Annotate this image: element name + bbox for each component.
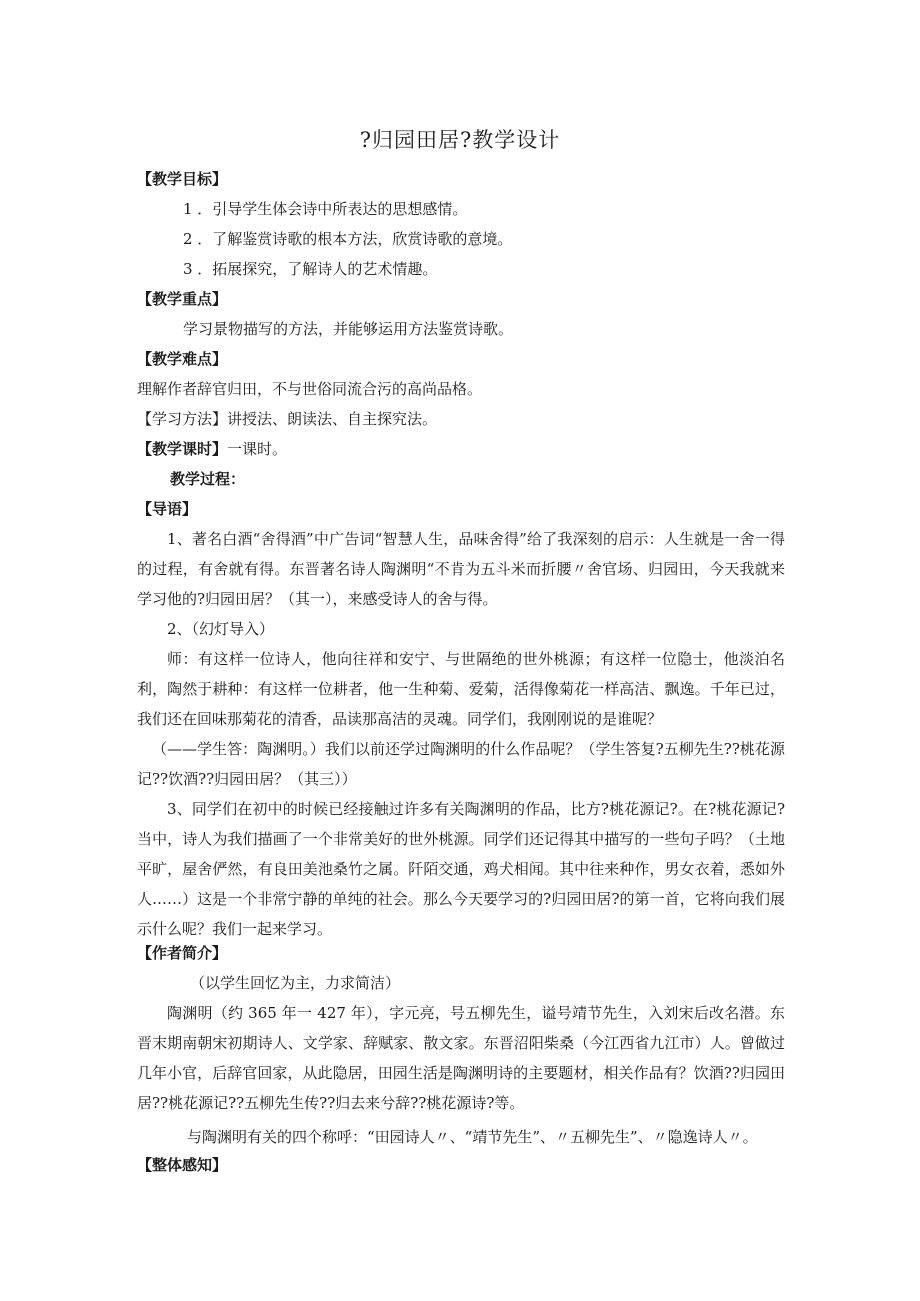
intro-paragraph-5: 3、同学们在初中的时候已经接触过许多有关陶渊明的作品，比方?桃花源记?。在?桃花源记?当中，诗人为我们描画了一个非常美好的世外桃源。同学们还记得其中描写的一些句子吗？（土地平旷，屋舍俨然，有良田美池桑竹之属。阡陌交通，鸡犬相闻。其中往来种作，男女衣着，悉如外人……）这是一个非常宁静的单纯的社会。那么今天要学习的?归园田居?的第一首，它将向我们展示什么呢？我们一起来学习。 [137,800,785,938]
goal-item-1: 1 ．引导学生体会诗中所表达的思想感情。 [183,200,468,218]
focus-text: 学习景物描写的方法，并能够运用方法鉴赏诗歌。 [183,320,514,338]
intro-paragraph-4: （——学生答：陶渊明。）我们以前还学过陶渊明的什么作品呢？（学生答复?五柳先生??桃花源记??饮酒??归园田居？（其三）） [137,740,785,788]
overall-heading: 【整体感知】 [137,1156,228,1174]
difficulty-text: 理解作者辞官归田，不与世俗同流合污的高尚品格。 [137,380,483,398]
intro-paragraph-3: 师：有这样一位诗人，他向往祥和安宁、与世隔绝的世外桃源；有这样一位隐士，他淡泊名利，陶然于耕种：有这样一位耕者，他一生种菊、爱菊，活得像菊花一样高洁、飘逸。千年已过，我们还在回味那菊花的清香，品读那高洁的灵魂。同学们，我刚刚说的是谁呢？ [137,650,785,728]
author-note: （以学生回忆为主，力求简洁） [190,974,401,992]
focus-heading: 【教学重点】 [137,290,228,308]
intro-paragraph-1: 1、著名白酒“舍得酒”中广告词“智慧人生，品味舍得”给了我深刻的启示：人生就是一舍一得的过程，有舍就有得。东晋著名诗人陶渊明“不肯为五斗米而折腰〃舍官场、归园田，今天我就来学习他的?归园田居？（其一），来感受诗人的舍与得。 [137,530,785,608]
author-paragraph-1: 陶渊明（约 365 年一 427 年），字元亮，号五柳先生，谥号靖节先生，入刘宋后改名潜。东晋末期南朝宋初期诗人、文学家、辞赋家、散文家。东晋沼阳柴桑（今江西省九江市）人。曾做过几年小官，后辞官回家，从此隐居，田园生活是陶渊明诗的主要题材，相关作品有？饮酒??归园田居??桃花源记??五柳先生传??归去来兮辞??桃花源诗?等。 [137,1004,785,1112]
author-paragraph-2: 与陶渊明有关的四个称呼：“田园诗人〃、“靖节先生”、〃五柳先生”、〃隐逸诗人〃。 [187,1128,758,1146]
intro-paragraph-2: 2、（幻灯导入） [167,620,275,638]
hours-line [137,434,287,464]
goal-item-3: 3 ．拓展探究，了解诗人的艺术情趣。 [183,260,438,278]
intro-heading: 【导语】 [137,500,198,518]
goals-heading: 【教学目标】 [137,170,228,188]
hours-heading: 【教学课时】 [137,440,228,458]
process-label: 教学过程： [170,470,246,488]
author-heading: 【作者简介】 [137,944,228,962]
goal-item-2: 2 ．了解鉴赏诗歌的根本方法，欣赏诗歌的意境。 [183,230,513,248]
method-line: 【学习方法】讲授法、朗读法、自主探究法。 [137,410,438,428]
difficulty-heading: 【教学难点】 [137,350,228,368]
hours-text: 一课时。 [227,440,288,458]
page-title: ?归园田居?教学设计 [359,128,561,152]
